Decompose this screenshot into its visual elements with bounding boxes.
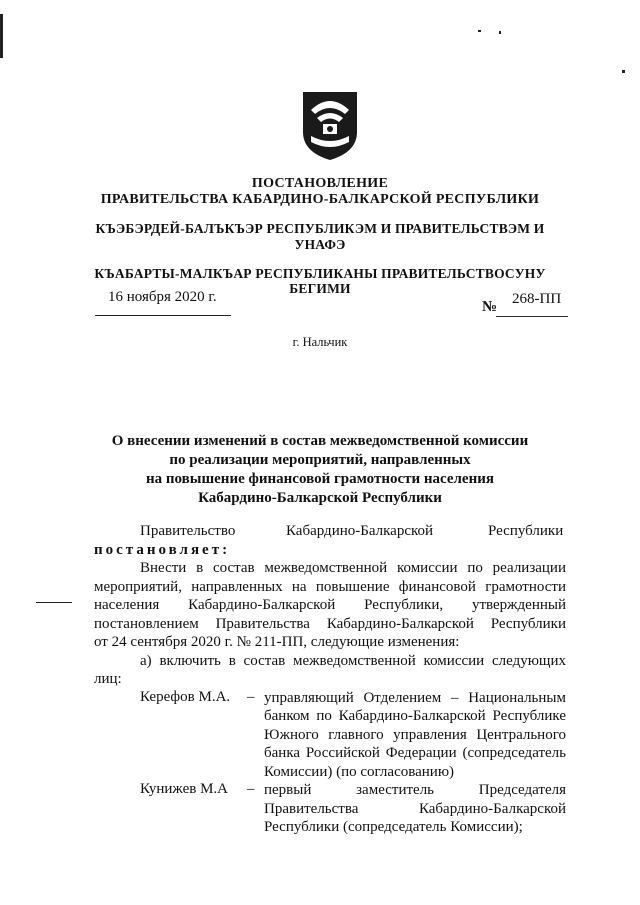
balkar-title-line2: БЕГИМИ — [289, 281, 351, 296]
member-dash: – — [247, 689, 255, 705]
number-label: № — [482, 299, 498, 315]
balkar-title-line1: КЪАБАРТЫ-МАЛКЪАР РЕСПУБЛИКАНЫ ПРАВИТЕЛЬСТВОСУНУ — [94, 266, 546, 281]
member-desc-line: Комиссии) (по согласованию) — [264, 764, 455, 780]
document-number: 268-ПП — [512, 291, 562, 307]
paragraph1-line2: мероприятий, направленных на повышение финансовой грамотности — [94, 579, 566, 595]
date-underline — [95, 315, 231, 316]
document-type: ПОСТАНОВЛЕНИЕ — [251, 176, 389, 191]
heading-line4: Кабардино-Балкарской Республики — [198, 490, 442, 506]
intro-word-government: Правительство — [140, 523, 236, 539]
decree-word: постановляет: — [94, 542, 231, 558]
member-dash: – — [247, 781, 255, 797]
city: г. Нальчик — [292, 335, 348, 349]
kabardian-title-line2: УНАФЭ — [294, 237, 346, 252]
member-name: Кунижев М.А — [140, 781, 229, 797]
scan-margin-mark — [36, 602, 72, 603]
member-desc-line: банком по Кабардино-Балкарской Республике — [264, 708, 566, 724]
kabardian-title-line1: КЪЭБЭРДЕЙ-БАЛЪКЪЭР РЕСПУБЛИКЭМ И ПРАВИТЕЛЬСТВЭМ И — [95, 221, 545, 236]
member-desc-line: первый заместитель Председателя — [264, 782, 566, 798]
paragraph1-line4: постановлением Правительства Кабардино-Балкарской Республики — [94, 616, 566, 632]
paragraph1-line3: населения Кабардино-Балкарской Республики, утвержденный — [94, 597, 566, 613]
intro-word-republic-name: Кабардино-Балкарской — [286, 523, 434, 539]
member-name: Керефов М.А. — [140, 689, 231, 705]
paragraph1-line5: от 24 сентября 2020 г. № 211-ПП, следующие изменения: — [94, 634, 460, 650]
scan-margin-mark — [622, 70, 625, 73]
member-desc-line: управляющий Отделением – Национальным — [264, 690, 566, 706]
heading-line3: на повышение финансовой грамотности населения — [146, 471, 494, 487]
paragraph1-line1: Внести в состав межведомственной комиссии по реализации — [140, 560, 566, 576]
heading-line2: по реализации мероприятий, направленных — [169, 452, 471, 468]
number-underline — [496, 316, 568, 317]
item-a-line1: а) включить в состав межведомственной комиссии следующих — [140, 653, 566, 669]
item-a-line2: лиц: — [94, 671, 122, 687]
scan-margin-mark — [499, 31, 501, 34]
scan-margin-mark — [0, 14, 3, 58]
document-date: 16 ноября 2020 г. — [108, 289, 217, 305]
scan-margin-mark — [478, 30, 481, 32]
government-name: ПРАВИТЕЛЬСТВА КАБАРДИНО-БАЛКАРСКОЙ РЕСПУБЛИКИ — [100, 192, 540, 207]
member-desc-line: Республики (сопредседатель Комиссии); — [264, 819, 523, 835]
member-desc-line: Южного главного управления Центрального — [264, 727, 566, 743]
coat-of-arms-emblem — [297, 88, 363, 162]
heading-line1: О внесении изменений в состав межведомственной комиссии — [111, 433, 529, 449]
member-desc-line: Правительства Кабардино-Балкарской — [264, 801, 566, 817]
member-desc-line: банка Российской Федерации (сопредседатель — [264, 745, 566, 761]
intro-word-republic: Республики — [488, 523, 564, 539]
